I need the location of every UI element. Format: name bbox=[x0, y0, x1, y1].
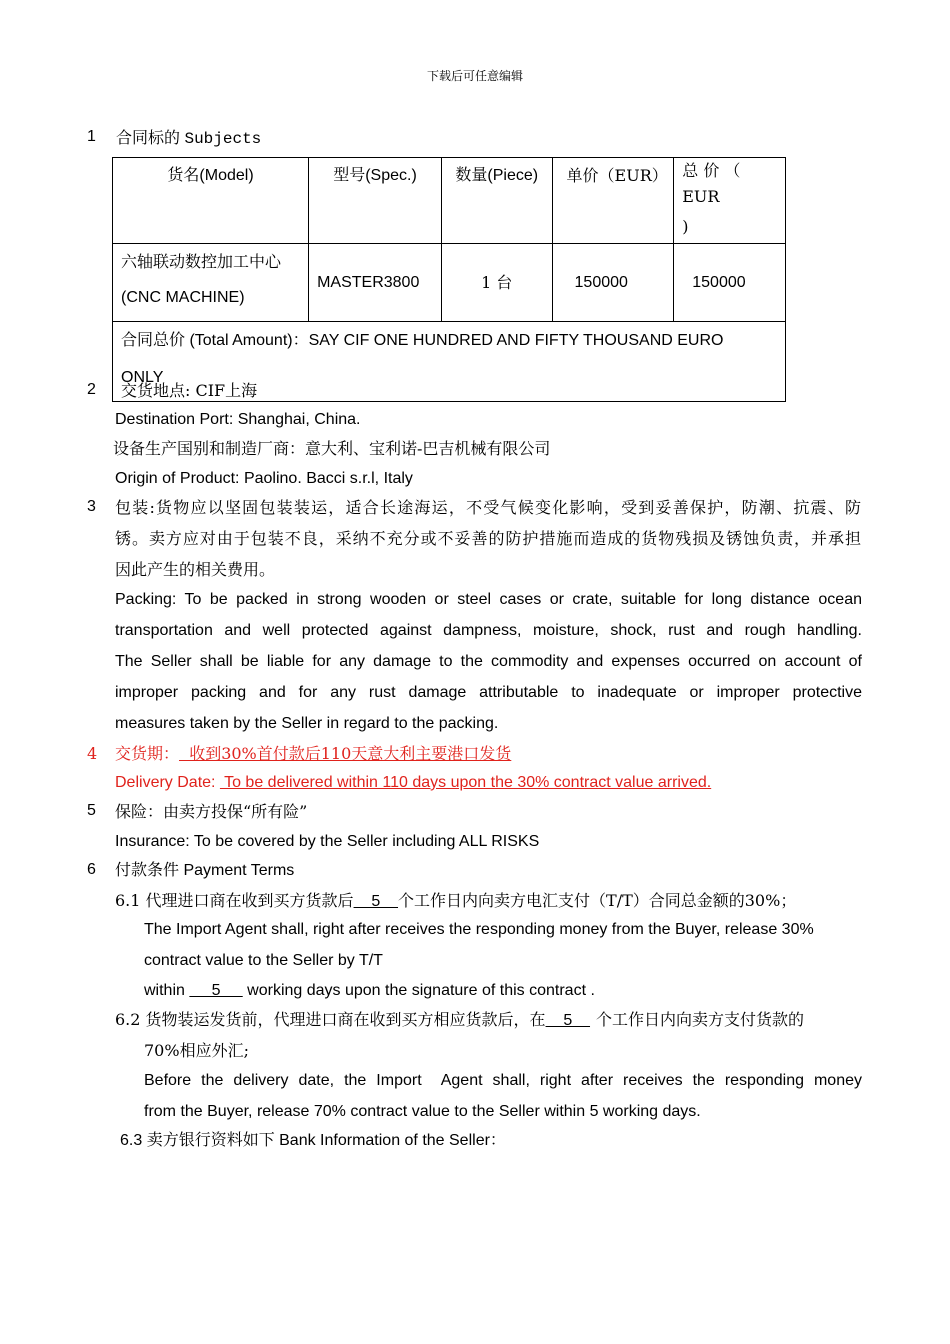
product-spec: MASTER3800 bbox=[317, 273, 420, 291]
product-name-cn: 六轴联动数控加工中心 bbox=[121, 252, 282, 271]
product-name-en: (CNC MACHINE) bbox=[121, 289, 245, 306]
payment-6-2-en-line2: from the Buyer, release 70% contract value to the Seller within 5 working days. bbox=[144, 1103, 701, 1120]
section-number: 4 bbox=[87, 744, 98, 763]
col-header-model: 货名(Model) bbox=[167, 167, 254, 184]
table-header-row bbox=[113, 158, 786, 244]
page-header: 下载后可任意编辑 bbox=[426, 69, 523, 83]
section-number: 6 bbox=[87, 861, 96, 878]
payment-6-1-en-within: within bbox=[144, 982, 190, 999]
delivery-date-en bbox=[115, 773, 711, 793]
payment-terms-title: 付款条件 Payment Terms bbox=[115, 862, 295, 879]
section-number: 2 bbox=[87, 381, 96, 398]
origin-cn: 设备生产国别和制造厂商：意大利、宝利诺-巴吉机械有限公司 bbox=[113, 439, 551, 458]
payment-6-1-en-days: 5 bbox=[189, 982, 243, 999]
payment-6-1-days: 5 bbox=[353, 893, 399, 910]
payment-6-1-cn-a: 6.1 代理进口商在收到买方货款后 bbox=[115, 891, 354, 910]
packing-cn-line1: 包装:货物应以坚固包装装运，适合长途海运，不受气候变化影响，受到妥善保护，防潮、抗震、防 bbox=[115, 498, 861, 517]
payment-6-2-cn-a: 6.2 货物装运发货前，代理进口商在收到买方相应货款后，在 bbox=[115, 1010, 546, 1029]
col-header-unit-price: 单价（EUR） bbox=[566, 166, 668, 185]
packing-en-line4: improper packing and for any rust damage attributable to inadequate or improper protective bbox=[115, 684, 862, 701]
packing-en-line3: The Seller shall be liable for any damage to the commodity and expenses occurred on account of bbox=[115, 653, 862, 670]
col-header-total-line1: 总 价 （ EUR bbox=[682, 161, 741, 206]
payment-6-2-cn-b: 个工作日内向卖方支付货款的 bbox=[596, 1010, 805, 1029]
section-number: 3 bbox=[87, 498, 96, 515]
col-header-total-line2: ) bbox=[682, 217, 689, 236]
table-row bbox=[113, 244, 786, 322]
insurance-cn: 保险：由卖方投保“所有险” bbox=[115, 802, 308, 821]
section-2-title: 交货地点: CIF上海 bbox=[121, 381, 258, 400]
packing-en-line2: transportation and well protected against dampness, moisture, shock, rust and rough handling. bbox=[115, 622, 862, 639]
delivery-date-cn-label: 交货期： bbox=[115, 744, 180, 763]
packing-en-line1: Packing: To be packed in strong wooden or steel cases or crate, suitable for long distance ocean bbox=[115, 591, 862, 608]
section-1-title-cn: 合同标的 bbox=[116, 128, 181, 147]
section-1-title-en: Subjects bbox=[184, 130, 262, 148]
payment-6-2-days: 5 bbox=[545, 1012, 591, 1029]
product-total: 150000 bbox=[692, 273, 746, 291]
payment-6-2-cn bbox=[115, 1010, 804, 1031]
packing-cn-line3: 因此产生的相关费用。 bbox=[115, 560, 276, 579]
payment-6-1-en-line2: contract value to the Seller by T/T bbox=[144, 952, 383, 969]
payment-6-1-en-line3 bbox=[144, 981, 595, 1001]
packing-en-line5: measures taken by the Seller in regard to the packing. bbox=[115, 715, 499, 732]
origin-en: Origin of Product: Paolino. Bacci s.r.l, Italy bbox=[115, 470, 413, 487]
delivery-date-cn-value: 收到30%首付款后110天意大利主要港口发货 bbox=[179, 744, 512, 763]
destination-port: Destination Port: Shanghai, China. bbox=[115, 411, 361, 428]
product-qty: 1 台 bbox=[481, 272, 513, 292]
delivery-date-en-value: To be delivered within 110 days upon the 30% contract value arrived. bbox=[219, 774, 712, 791]
col-header-qty: 数量(Piece) bbox=[455, 167, 539, 184]
total-amount-line2: ONLY bbox=[121, 369, 164, 386]
payment-6-2-en-line1: Before the delivery date, the Import Agent shall, right after receives the responding money bbox=[144, 1072, 862, 1089]
payment-6-1-en-rest: working days upon the signature of this contract . bbox=[242, 982, 595, 999]
total-amount-line1: 合同总价 (Total Amount)：SAY CIF ONE HUNDRED AND FIFTY THOUSAND EURO bbox=[121, 332, 724, 349]
payment-6-3: 6.3 卖方银行资料如下 Bank Information of the Seller： bbox=[120, 1132, 506, 1149]
delivery-date-en-label: Delivery Date: bbox=[115, 774, 220, 791]
packing-cn-line2: 锈。卖方应对由于包装不良，采纳不充分或不妥善的防护措施而造成的货物残损及锈蚀负责，并承担 bbox=[115, 529, 861, 548]
payment-6-1-cn-b: 个工作日内向卖方电汇支付（T/T）合同总金额的30%； bbox=[398, 891, 797, 910]
payment-6-1-cn bbox=[115, 891, 796, 912]
col-header-spec: 型号(Spec.) bbox=[333, 167, 417, 184]
payment-6-1-en-line1: The Import Agent shall, right after receives the responding money from the Buyer, release 30% bbox=[144, 921, 814, 938]
insurance-en: Insurance: To be covered by the Seller including ALL RISKS bbox=[115, 833, 540, 850]
col-header-total bbox=[674, 158, 785, 243]
delivery-date-cn bbox=[115, 744, 511, 764]
payment-6-2-cn-line2: 70%相应外汇; bbox=[144, 1041, 249, 1060]
subjects-table bbox=[112, 157, 786, 402]
product-unit-price: 150000 bbox=[574, 273, 628, 291]
section-1-title bbox=[116, 128, 261, 149]
section-number: 5 bbox=[87, 802, 96, 819]
section-number: 1 bbox=[87, 128, 96, 145]
